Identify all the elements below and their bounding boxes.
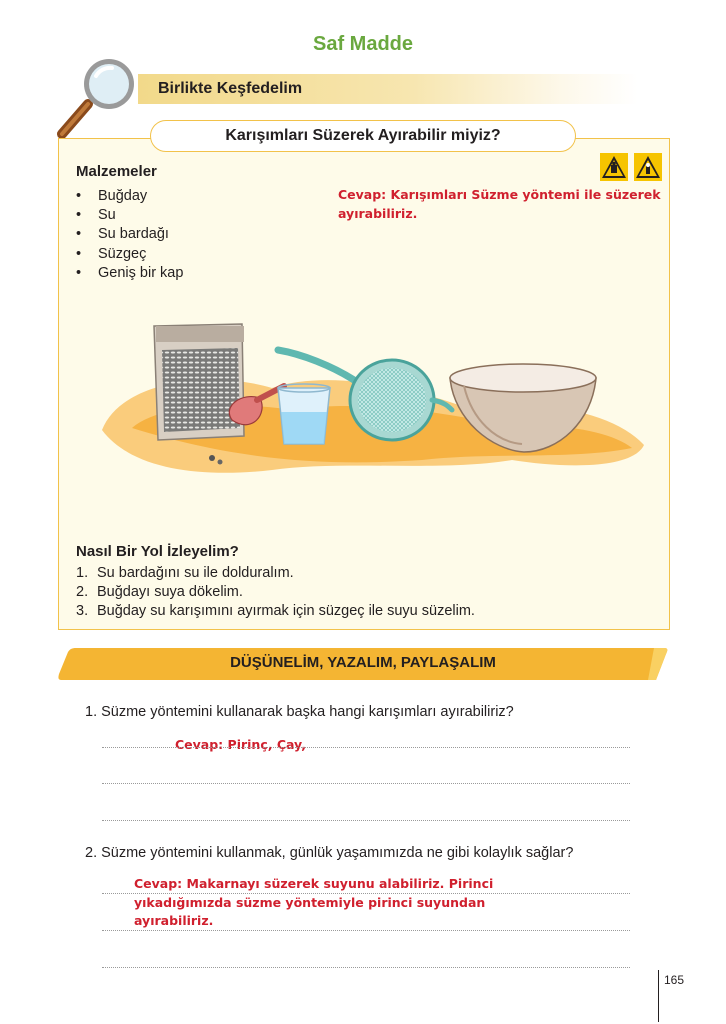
materials-heading: Malzemeler [76,163,157,180]
list-item: • Su [76,207,116,224]
activity-answer: Cevap: Karışımları Süzme yöntemi ile süzerek ayırabiliriz. [338,187,661,221]
list-item: • Su bardağı [76,226,169,243]
magnifier-icon [52,56,142,148]
page-number: 165 [664,973,685,987]
wheat-bag [154,324,244,440]
answer-line [102,820,630,821]
answer-line [102,930,630,931]
list-item: • Geniş bir kap [76,264,184,281]
list-item: 3. Buğday su karışımını ayırmak için süzgeç ile suyu süzelim. [76,603,475,620]
answer-2: Cevap: Makarnayı süzerek suyunu alabiliriz. Pirinci yıkadığımızda süzme yöntemiyle pirinci suyundan ayırabiliriz. [134,876,494,928]
steps-list [76,564,475,622]
answer-line [102,783,630,784]
answer-line [102,893,630,894]
list-item: • Buğday [76,188,148,204]
materials-illustration [92,310,652,480]
list-item: 1. Su bardağını su ile dolduralım. [76,565,294,581]
question-1: 1. Süzme yöntemini kullanarak başka hangi karışımları ayırabiliriz? [85,704,514,720]
answer-line [102,747,630,748]
think-heading: DÜŞÜNELİM, YAZALIM, PAYLAŞALIM [230,654,496,671]
protective-clothing-warning-icon [600,153,628,181]
activity-title: Karışımları Süzerek Ayırabilir miyiz? [150,120,576,152]
steps-heading: Nasıl Bir Yol İzleyelim? [76,543,239,560]
list-item: 2. Buğdayı suya dökelim. [76,584,243,601]
page-title: Saf Madde [312,33,414,55]
question-2: 2. Süzme yöntemini kullanmak, günlük yaşamımızda ne gibi kolaylık sağlar? [85,845,574,861]
list-item: • Süzgeç [76,245,147,262]
page-number-rule [658,970,659,1022]
safety-glasses-warning-icon [634,153,662,181]
materials-list [76,187,183,283]
answer-line [102,967,630,968]
answer-1: Cevap: Pirinç, Çay, [175,737,306,752]
water-glass [278,384,330,444]
explore-label: Birlikte Keşfedelim [158,80,303,97]
